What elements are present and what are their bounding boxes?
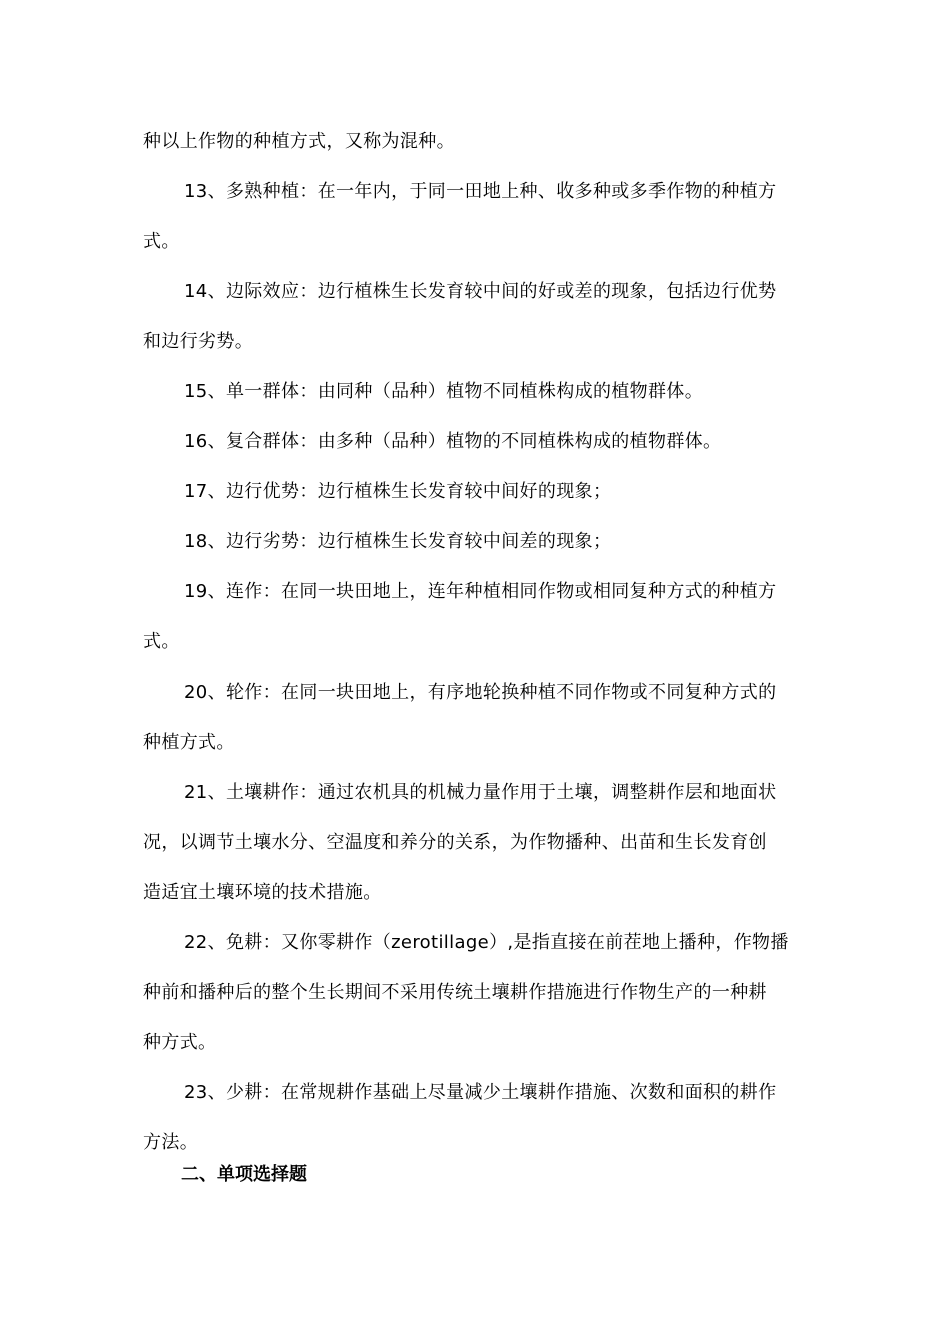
definition-19-line-2: 式。	[143, 631, 180, 652]
text-line-1: 种以上作物的种植方式，又称为混种。	[143, 131, 455, 152]
definition-16: 16、复合群体：由多种（品种）植物的不同植株构成的植物群体。	[184, 431, 722, 452]
definition-14-line-1: 14、边际效应：边行植株生长发育较中间的好或差的现象，包括边行优势	[184, 281, 777, 302]
definition-22-line-3: 种方式。	[143, 1032, 217, 1053]
section-heading: 二、单项选择题	[181, 1164, 307, 1185]
definition-22-line-2: 种前和播种后的整个生长期间不采用传统土壤耕作措施进行作物生产的一种耕	[143, 982, 767, 1003]
definition-21-line-2: 况，以调节土壤水分、空温度和养分的关系，为作物播种、出苗和生长发育创	[143, 832, 767, 853]
definition-21-line-1: 21、土壤耕作：通过农机具的机械力量作用于土壤，调整耕作层和地面状	[184, 782, 777, 803]
definition-20-line-1: 20、轮作：在同一块田地上，有序地轮换种植不同作物或不同复种方式的	[184, 682, 777, 703]
definition-17: 17、边行优势：边行植株生长发育较中间好的现象；	[184, 481, 612, 502]
definition-21-line-3: 造适宜土壤环境的技术措施。	[143, 882, 382, 903]
definition-13-line-1: 13、多熟种植：在一年内，于同一田地上种、收多种或多季作物的种植方	[184, 181, 777, 202]
definition-22-line-1: 22、免耕：又你零耕作（zerotillage）,是指直接在前茬地上播种，作物播	[184, 932, 789, 953]
definition-13-line-2: 式。	[143, 231, 180, 252]
definition-14-line-2: 和边行劣势。	[143, 331, 254, 352]
definition-20-line-2: 种植方式。	[143, 732, 235, 753]
definition-23-line-1: 23、少耕：在常规耕作基础上尽量减少土壤耕作措施、次数和面积的耕作	[184, 1082, 777, 1103]
definition-23-line-2: 方法。	[143, 1132, 199, 1153]
definition-19-line-1: 19、连作：在同一块田地上，连年种植相同作物或相同复种方式的种植方	[184, 581, 777, 602]
definition-18: 18、边行劣势：边行植株生长发育较中间差的现象；	[184, 531, 612, 552]
definition-15: 15、单一群体：由同种（品种）植物不同植株构成的植物群体。	[184, 381, 704, 402]
